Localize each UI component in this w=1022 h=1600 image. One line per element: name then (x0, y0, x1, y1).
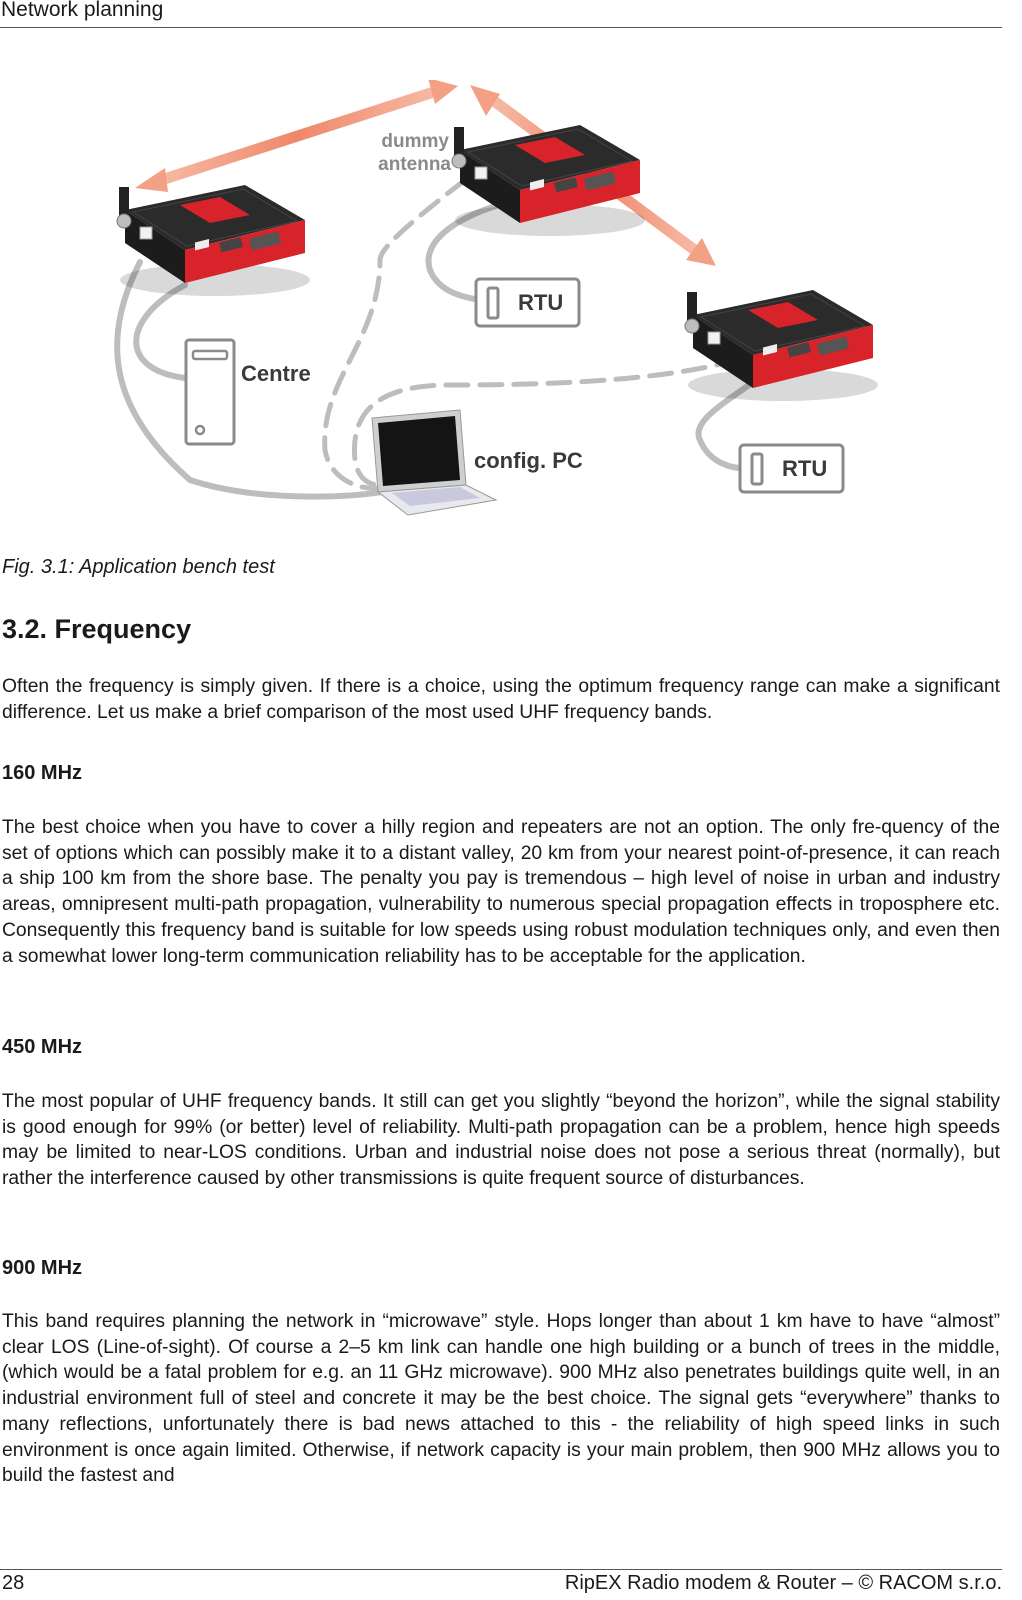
band-text-160: The best choice when you have to cover a hilly region and repeaters are not an option. The only fre-quency of the set of options which can possibly make it to a distant valley, 20 km from your nearest point-of-presence, it can reach a ship 100 km from the shore base. The penalty you pay is tremendous – high level of noise in urban and industry areas, omnipresent multi-path propagation, vulnerability to numerous special propagation effects in troposphere etc. Consequently this frequency band is suitable for low speeds using robust modulation techniques only, and even then a somewhat lower long-term communication reliability has to be acceptable for the application. (2, 817, 1000, 967)
band-text-450: The most popular of UHF frequency bands. It still can get you slightly “beyond the horizon”, while the signal stability is good enough for 99% (or better) level of reliability. Multi-path propagation can be a problem, hence high speeds may be limited to near-LOS conditions. Urban and industrial noise does not pose a serious threat (normally), but rather the interference caused by other transmissions is quite frequent source of disturbances. (2, 1091, 1000, 1190)
header-title: Network planning (1, 0, 164, 21)
radio-modem-dummy (452, 125, 645, 236)
config-pc-label: config. PC (474, 448, 583, 473)
intro-paragraph: Often the frequency is simply given. If there is a choice, using the optimum frequency range can make a significant difference. Let us make a brief comparison of the most used UHF frequency bands. (2, 676, 1000, 723)
section-title: 3.2. Frequency (2, 614, 192, 644)
page-header (0, 0, 1002, 28)
band-heading-450: 450 MHz (2, 1036, 83, 1058)
rtu-label-2: RTU (782, 456, 828, 481)
bench-test-diagram (0, 80, 1002, 525)
band-heading-900: 900 MHz (2, 1257, 83, 1279)
dummy-antenna-label-1: dummy (381, 131, 449, 152)
band-text-900: This band requires planning the network in “microwave” style. Hops longer than about 1 km have to have “almost” clear LOS (Line-of-sight). Of course a 2–5 km link can handle one high building or a bunch of trees in the middle, (which would be a fatal problem for e.g. an 11 GHz microwave). 900 MHz also penetrates buildings quite well, in an industrial environment full of steel and concrete it may be the best choice. The signal gets “everywhere” thanks to many reflections, unfortunately there is bad news attached to this - the reliability of high speed links in such environment is once again limited. Otherwise, if network capacity is your main problem, then 900 MHz allows you to build the fastest and (2, 1311, 1000, 1487)
footer-text: RipEX Radio modem & Router – © RACOM s.r.o. (564, 1572, 1002, 1594)
dummy-antenna-label-2: antenna (378, 154, 451, 175)
centre-label: Centre (241, 361, 311, 386)
rtu-label-1: RTU (518, 290, 564, 315)
band-heading-160: 160 MHz (2, 762, 83, 784)
radio-modem-centre (117, 185, 310, 296)
page-footer (0, 1569, 1002, 1600)
centre-pc-icon (186, 340, 234, 444)
figure-caption: Fig. 3.1: Application bench test (2, 556, 275, 578)
radio-modem-remote (685, 290, 878, 401)
bench-test-figure (0, 80, 1002, 525)
page-number: 28 (2, 1572, 25, 1594)
